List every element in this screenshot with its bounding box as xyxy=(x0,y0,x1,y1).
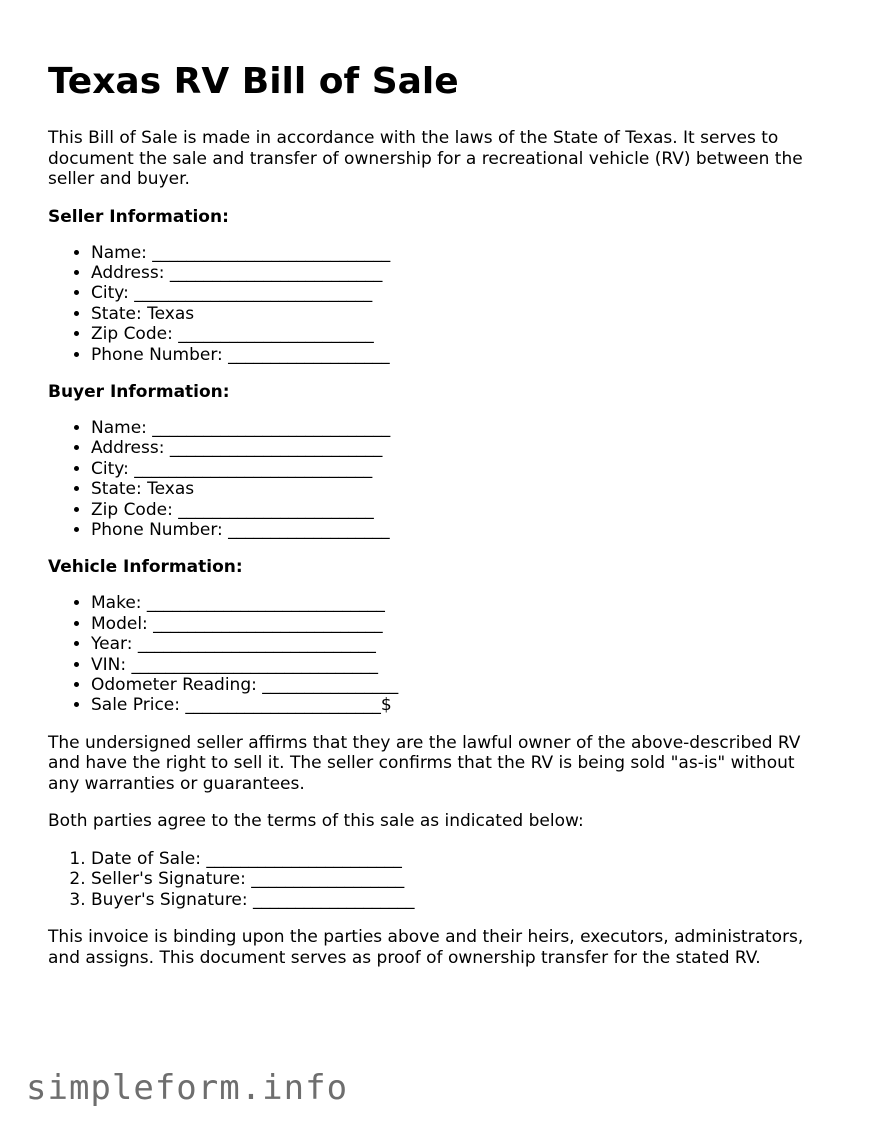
list-item: • VIN: _____________________________ xyxy=(91,655,828,675)
signature-list xyxy=(48,849,828,910)
list-item: • City: ____________________________ xyxy=(91,283,828,303)
closing-paragraph: This invoice is binding upon the parties above and their heirs, executors, administrators, and assigns. This document serves as proof of ownership transfer for the stated RV. xyxy=(48,927,804,968)
list-item: • State: Texas xyxy=(91,304,828,324)
list-item: 2. Seller's Signature: __________________ xyxy=(91,869,828,889)
list-item: • State: Texas xyxy=(91,479,828,499)
list-item: • Address: _________________________ xyxy=(91,263,828,283)
list-item: • City: ____________________________ xyxy=(91,459,828,479)
page-title: Texas RV Bill of Sale xyxy=(48,61,459,102)
list-item: • Year: ____________________________ xyxy=(91,634,828,654)
vehicle-list xyxy=(48,593,828,715)
document-page xyxy=(48,60,828,985)
list-item: 1. Date of Sale: _______________________ xyxy=(91,849,828,869)
list-item: • Name: ____________________________ xyxy=(91,243,828,263)
buyer-list xyxy=(48,418,828,540)
vehicle-heading: Vehicle Information: xyxy=(48,557,243,578)
list-item: • Odometer Reading: ________________ xyxy=(91,675,828,695)
list-item: • Zip Code: _______________________ xyxy=(91,500,828,520)
list-item: • Model: ___________________________ xyxy=(91,614,828,634)
buyer-heading: Buyer Information: xyxy=(48,381,230,402)
seller-heading: Seller Information: xyxy=(48,206,229,227)
list-item: 3. Buyer's Signature: ___________________ xyxy=(91,890,828,910)
list-item: • Zip Code: _______________________ xyxy=(91,324,828,344)
list-item: • Phone Number: ___________________ xyxy=(91,345,828,365)
list-item: • Name: ____________________________ xyxy=(91,418,828,438)
list-item: • Phone Number: ___________________ xyxy=(91,520,828,540)
watermark-text: simpleform.info xyxy=(26,1068,349,1108)
intro-paragraph: This Bill of Sale is made in accordance with the laws of the State of Texas. It serves to document the sale and transfer of ownership for a recreational vehicle (RV) between the seller and buyer. xyxy=(48,128,803,189)
list-item: • Address: _________________________ xyxy=(91,438,828,458)
list-item: • Make: ____________________________ xyxy=(91,593,828,613)
seller-list xyxy=(48,243,828,365)
affirmation-paragraph: The undersigned seller affirms that they are the lawful owner of the above-described RV and have the right to sell it. The seller confirms that the RV is being sold "as-is" without any warranties or guarantees. xyxy=(48,732,801,794)
agree-paragraph: Both parties agree to the terms of this sale as indicated below: xyxy=(48,811,584,832)
list-item: • Sale Price: _______________________$ xyxy=(91,695,828,715)
